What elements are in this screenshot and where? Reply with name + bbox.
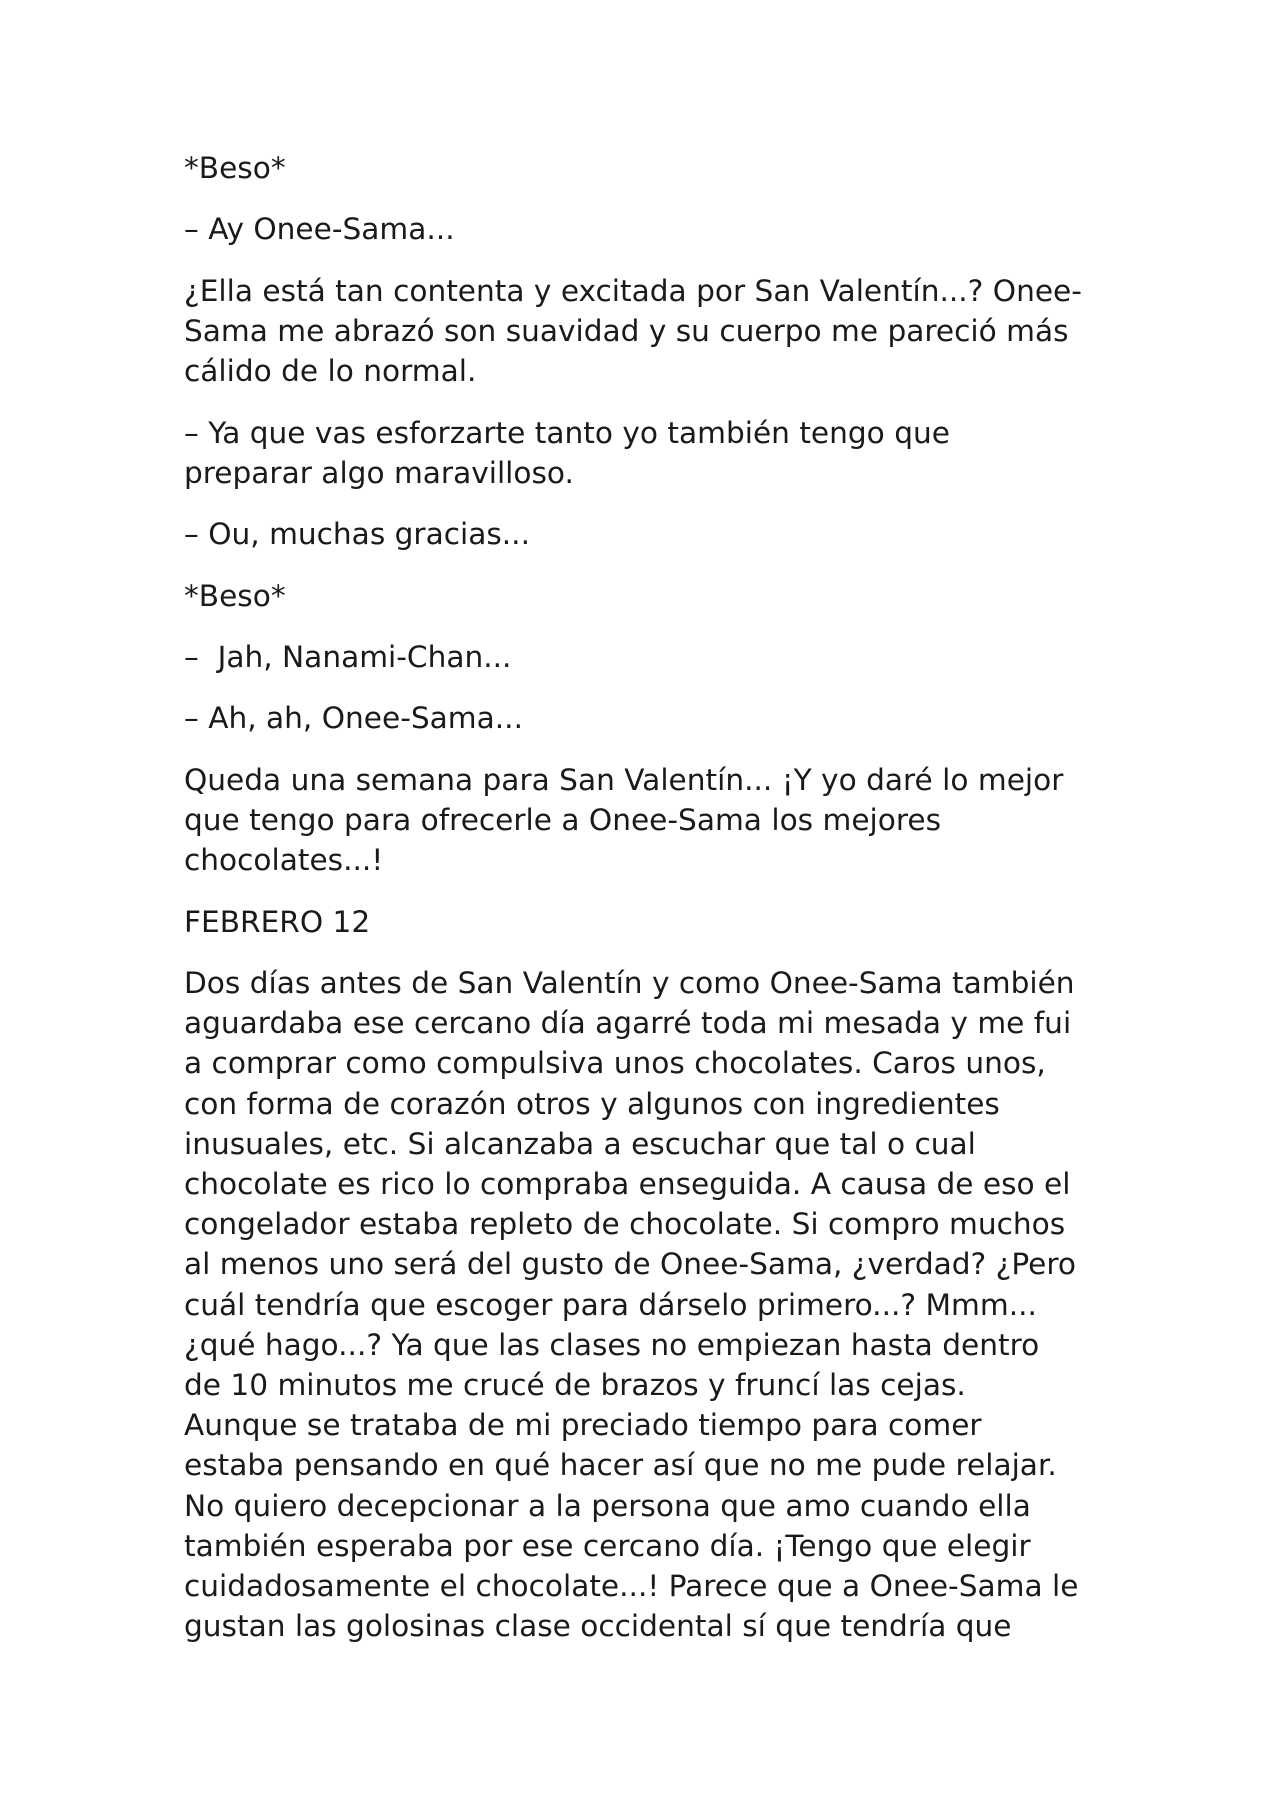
- paragraph: [184, 576, 1104, 616]
- text-line: que tengo para ofrecerle a Onee-Sama los mejores: [184, 802, 942, 837]
- text-line: cálido de lo normal.: [184, 354, 477, 389]
- text-line: también esperaba por ese cercano día. ¡Tengo que elegir: [184, 1528, 1031, 1563]
- text-line: – Ou, muchas gracias...: [184, 517, 530, 552]
- text-line: chocolates...!: [184, 843, 384, 878]
- text-line: de 10 minutos me crucé de brazos y fruncí las cejas.: [184, 1367, 966, 1402]
- text-line: *Beso*: [184, 578, 286, 613]
- text-line: al menos uno será del gusto de Onee-Sama, ¿verdad? ¿Pero: [184, 1247, 1077, 1282]
- document-body: [184, 148, 1104, 1668]
- text-line: cuidadosamente el chocolate...! Parece que a Onee-Sama le: [184, 1568, 1079, 1603]
- text-line: – Ya que vas esforzarte tanto yo también tengo que: [184, 415, 950, 450]
- section-heading: [184, 902, 1104, 942]
- text-line: Queda una semana para San Valentín... ¡Y yo daré lo mejor: [184, 762, 1064, 797]
- text-line: Aunque se trataba de mi preciado tiempo para comer: [184, 1408, 982, 1443]
- text-line: *Beso*: [184, 151, 286, 185]
- text-line: inusuales, etc. Si alcanzaba a escuchar que tal o cual: [184, 1126, 976, 1161]
- paragraph: [184, 271, 1104, 392]
- paragraph: [184, 698, 1104, 738]
- paragraph: [184, 637, 1104, 677]
- text-line: congelador estaba repleto de chocolate. Si compro muchos: [184, 1207, 1066, 1242]
- paragraph: [184, 413, 1104, 493]
- text-line: con forma de corazón otros y algunos con ingredientes: [184, 1086, 1000, 1121]
- text-line: FEBRERO 12: [184, 904, 371, 939]
- text-line: preparar algo maravilloso.: [184, 455, 574, 490]
- text-line: – Ay Onee-Sama...: [184, 212, 455, 247]
- text-line: – Jah, Nanami-Chan...: [184, 639, 512, 674]
- text-line: chocolate es rico lo compraba enseguida. A causa de eso el: [184, 1166, 1071, 1201]
- text-line: gustan las golosinas clase occidental sí que tendría que: [184, 1609, 1012, 1644]
- paragraph: [184, 514, 1104, 554]
- text-line: Dos días antes de San Valentín y como Onee-Sama también: [184, 965, 1075, 1000]
- text-line: a comprar como compulsiva unos chocolates. Caros unos,: [184, 1046, 1046, 1081]
- text-line: Sama me abrazó son suavidad y su cuerpo me pareció más: [184, 313, 1069, 348]
- paragraph: [184, 148, 1104, 188]
- text-line: ¿Ella está tan contenta y excitada por San Valentín...? Onee-: [184, 273, 1082, 308]
- paragraph: [184, 760, 1104, 881]
- text-line: ¿qué hago...? Ya que las clases no empiezan hasta dentro: [184, 1327, 1040, 1362]
- paragraph: [184, 209, 1104, 249]
- text-line: aguardaba ese cercano día agarré toda mi mesada y me fui: [184, 1006, 1072, 1041]
- text-line: – Ah, ah, Onee-Sama...: [184, 701, 523, 736]
- paragraph: [184, 963, 1104, 1646]
- text-line: estaba pensando en qué hacer así que no me pude relajar.: [184, 1448, 1057, 1483]
- text-line: cuál tendría que escoger para dárselo primero...? Mmm...: [184, 1287, 1037, 1322]
- text-line: No quiero decepcionar a la persona que amo cuando ella: [184, 1488, 1031, 1523]
